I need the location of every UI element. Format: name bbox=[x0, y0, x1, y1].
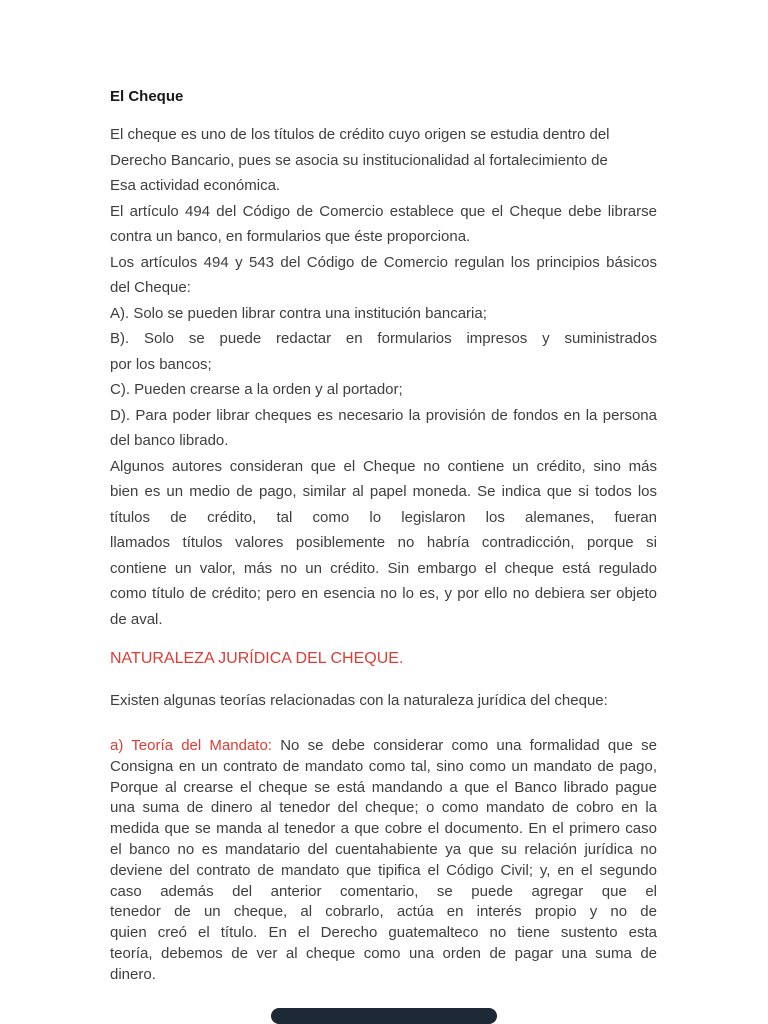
text-line: contra un banco, en formularios que éste proporciona. bbox=[110, 228, 471, 245]
intro-section bbox=[110, 122, 657, 632]
text-line: Consigna en un contrato de mandato como tal, sino como un mandato de pago, bbox=[110, 757, 657, 775]
section-heading: NATURALEZA JURÍDICA DEL CHEQUE. bbox=[110, 650, 404, 667]
text-line: El artículo 494 del Código de Comercio establece que el Cheque debe librarse bbox=[110, 202, 657, 220]
text-line: teoría, debemos de ver al cheque como una orden de pagar una suma de bbox=[110, 944, 657, 962]
text-line: de aval. bbox=[110, 610, 163, 628]
text-line: contiene un valor, más no un crédito. Sin embargo el cheque está regulado bbox=[110, 559, 657, 577]
text-line: dinero. bbox=[110, 965, 156, 983]
mandato-lead-label: a) Teoría del Mandato: bbox=[110, 737, 272, 754]
text-line: del Cheque: bbox=[110, 279, 191, 296]
text-line: medida que se manda al tenedor a que cobre el documento. En el primero caso bbox=[110, 820, 657, 838]
text-line: del banco librado. bbox=[110, 432, 229, 449]
text-line: una suma de dinero al tenedor del cheque; o como mandato de cobro en la bbox=[110, 799, 657, 817]
text-line: el banco no es mandatario del cuentahabiente ya que su relación jurídica no bbox=[110, 840, 657, 858]
text-line: por los bancos; bbox=[110, 355, 212, 373]
text-line: D). Para poder librar cheques es necesario la provisión de fondos en la persona bbox=[110, 406, 657, 424]
text-line: C). Pueden crearse a la orden y al portador; bbox=[110, 381, 403, 398]
text-line: B). Solo se puede redactar en formularios impresos y suministrados bbox=[110, 330, 657, 347]
text-line: El cheque es uno de los títulos de crédito cuyo origen se estudia dentro del bbox=[110, 126, 610, 143]
text-line bbox=[110, 736, 657, 757]
text-line: bien es un medio de pago, similar al papel moneda. Se indica que si todos los bbox=[110, 483, 657, 500]
text-line: como título de crédito; pero en esencia no lo es, y por ello no debiera ser objeto bbox=[110, 585, 657, 602]
text-line: Derecho Bancario, pues se asocia su institucionalidad al fortalecimiento de bbox=[110, 151, 608, 169]
text-line: A). Solo se pueden librar contra una institución bancaria; bbox=[110, 304, 487, 322]
text-line: Los artículos 494 y 543 del Código de Comercio regulan los principios básicos bbox=[110, 253, 657, 271]
text-line: Esa actividad económica. bbox=[110, 177, 281, 194]
mandato-lead-rest: No se debe considerar como una formalidad que se bbox=[271, 737, 657, 754]
text-line: Porque al crearse el cheque se está mandando a que el Banco librado pague bbox=[110, 778, 657, 796]
text-line: deviene del contrato de mandato que tipifica el Código Civil; y, en el segundo bbox=[110, 861, 657, 879]
text-line: llamados títulos valores posiblemente no habría contradicción, porque si bbox=[110, 534, 657, 551]
text-line: caso además del anterior comentario, se puede agregar que el bbox=[110, 882, 657, 900]
text-line: tenedor de un cheque, al cobrarlo, actúa en interés propio y no de bbox=[110, 903, 657, 921]
text-line: títulos de crédito, tal como lo legislaron los alemanes, fueran bbox=[110, 508, 657, 526]
mandato-paragraph bbox=[110, 736, 657, 986]
page-progress-bar[interactable] bbox=[271, 1008, 497, 1024]
document-title: El Cheque bbox=[110, 88, 184, 105]
document-page bbox=[110, 84, 657, 986]
theories-intro-line: Existen algunas teorías relacionadas con la naturaleza jurídica del cheque: bbox=[110, 692, 608, 709]
text-line: Algunos autores consideran que el Cheque no contiene un crédito, sino más bbox=[110, 457, 657, 475]
text-line: quien creó el título. En el Derecho guatemalteco no tiene sustento esta bbox=[110, 924, 657, 942]
